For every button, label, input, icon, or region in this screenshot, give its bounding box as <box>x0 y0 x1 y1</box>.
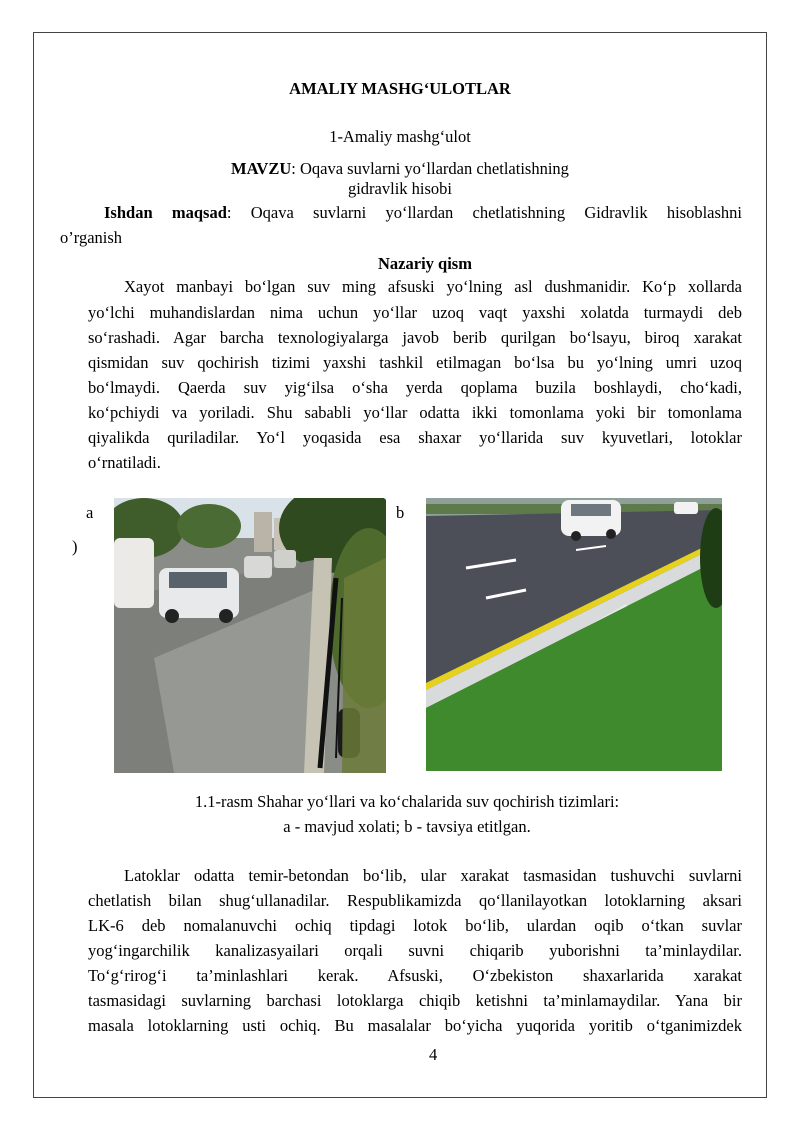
figure-label-a-paren: ) <box>72 537 78 556</box>
figure-caption-line-2: a - mavjud xolati; b - tavsiya etitlgan. <box>283 817 531 836</box>
figure-label-a: a <box>86 503 94 522</box>
para1-line: bo‘lmaydi. Qaerda suv yig‘ilsa o‘sha yerda qoplama buzila boshlaydi, cho‘kadi, <box>88 378 742 397</box>
topic-label: MAVZU <box>231 159 292 178</box>
para1-line: ko‘pchiydi va yoriladi. Shu sababli yo‘llar odatta ikki tomonlama yoki bir tomonlama <box>88 403 742 422</box>
page-number: 4 <box>429 1045 438 1064</box>
lesson-title: 1-Amaliy mashg‘ulot <box>329 127 471 146</box>
photo-flooded-street <box>114 498 386 773</box>
para1-line: yo‘lchi muhandislardan nima uchun yo‘llar uzoq vaqt yaxshi xolatda turmaydi deb <box>88 303 742 322</box>
para1-line: qiyalikda quriladilar. Yo‘l yoqasida esa shaxar yo‘llarida suv kyuvetlari, lotoklar <box>88 428 742 447</box>
topic-text: : Oqava suvlarni yo‘llardan chetlatishning <box>291 159 569 178</box>
figure-label-b: b <box>396 503 405 522</box>
para1-line: o‘rnatiladi. <box>88 453 161 472</box>
figure-caption-line-1: 1.1-rasm Shahar yo‘llari va ko‘chalarida suv qochirish tizimlari: <box>194 792 620 811</box>
topic-line-2: gidravlik hisobi <box>347 179 453 198</box>
goal-text: : Oqava suvlarni yo‘llardan chetlatishning Gidravlik hisoblashni <box>226 203 743 222</box>
goal-line-1 <box>104 200 742 225</box>
para2-line: Latoklar odatta temir-betondan bo‘lib, ular xarakat tasmasidan tushuvchi suvlarni <box>124 866 742 885</box>
para2-line: LK-6 deb nomalanuvchi ochiq tipdagi lotok bo‘lib, ulardan oqib o‘tkan suvlar <box>88 916 742 935</box>
para1-line: so‘rashadi. Agar barcha texnologiyalarga javob berib qurilgan bo‘lsayu, biroq xarakat <box>88 328 742 347</box>
page-heading: AMALIY MASHG‘ULOTLAR <box>289 79 511 98</box>
para2-line: yog‘ingarchilik kanalizasyailari orqali suvni chiqarib yuborishni ta’minlaydilar. <box>88 941 742 960</box>
para1-line: qismidan suv qochirish tizimi yaxshi tashkil etilmagan bo‘lsa bu yo‘lning umri uzoq <box>88 353 742 372</box>
photo-recommended-drainage <box>426 498 722 771</box>
goal-line-2: o’rganish <box>60 228 123 247</box>
section-title: Nazariy qism <box>378 254 472 273</box>
para2-line: To‘g‘rirog‘i ta’minlashlari kerak. Afsuski, O‘zbekiston shaxarlarida xarakat <box>88 966 742 985</box>
para1-line: Xayot manbayi bo‘lgan suv ming afsuski yo‘lning asl dushmanidir. Ko‘p xollarda <box>124 277 742 296</box>
para2-line: chetlatish bilan shug‘ullanadilar. Respublikamizda qo‘llanilayotkan lotoklarning aksari <box>88 891 742 910</box>
goal-label: Ishdan maqsad <box>104 203 227 222</box>
para2-line: tasmasidagi suvlarning barchasi lotoklarga chiqib ketishni ta’minlamaydilar. Yana bir <box>88 991 742 1010</box>
para2-line: masala lotoklarning usti ochiq. Bu masalalar bo‘yicha yuqorida yoritib o‘tganimizdek <box>88 1016 742 1035</box>
